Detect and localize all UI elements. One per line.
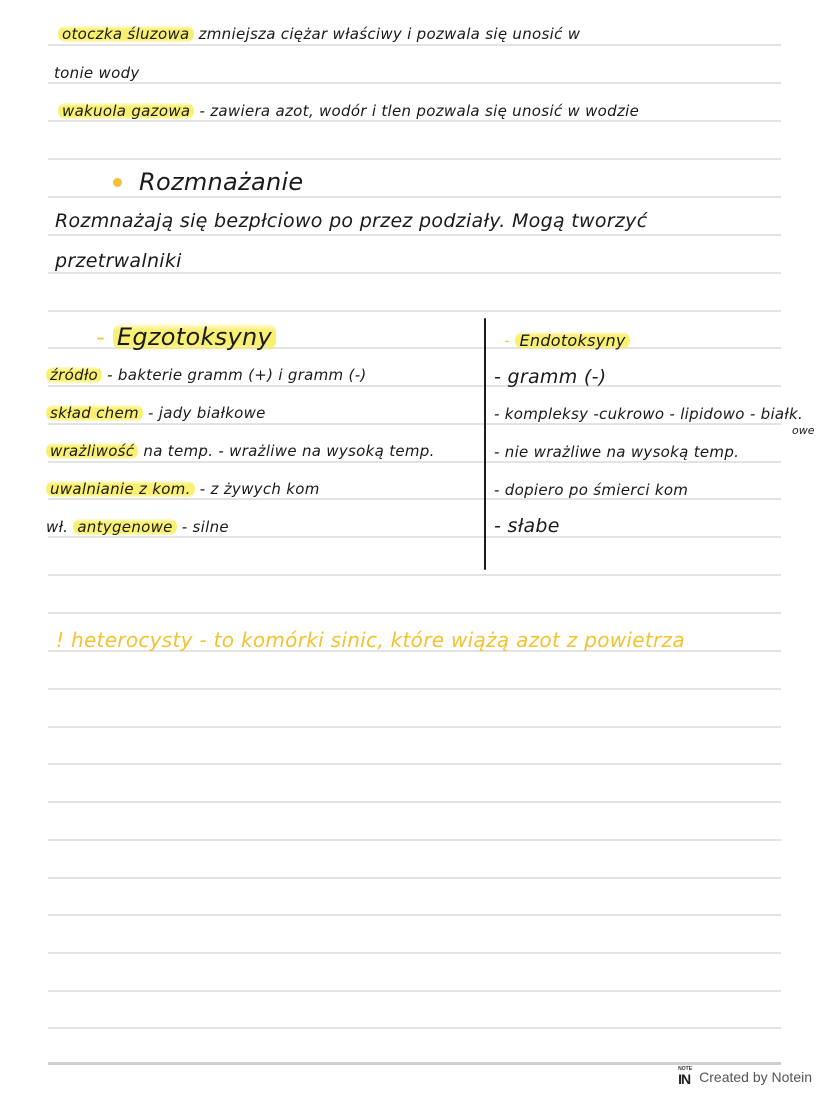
ruled-line bbox=[48, 158, 781, 160]
note-text: tonie wody bbox=[54, 64, 140, 82]
note-line-2 bbox=[54, 64, 140, 82]
note-text: zmniejsza ciężar właściwy i pozwala się unosić w bbox=[193, 25, 581, 43]
ruled-line bbox=[48, 763, 781, 765]
highlight-term: otoczka śluzowa bbox=[58, 25, 194, 43]
right-row-2-suffix: owe bbox=[792, 424, 815, 437]
right-row-2 bbox=[494, 405, 803, 423]
ruled-line bbox=[48, 839, 781, 841]
title-text: Egzotoksyny bbox=[113, 323, 276, 351]
row-value: - bakterie gramm (+) i gramm (-) bbox=[102, 366, 367, 384]
left-row-1 bbox=[46, 366, 367, 384]
paragraph-line-2: przetrwalniki bbox=[55, 250, 182, 272]
ruled-line bbox=[48, 574, 781, 576]
row-text: - kompleksy -cukrowo - lipidowo - białk. bbox=[494, 405, 804, 423]
left-row-2 bbox=[46, 404, 266, 422]
ruled-line bbox=[48, 461, 781, 463]
notein-logo-icon: NOTE IN bbox=[678, 1066, 693, 1087]
ruled-line-bottom bbox=[48, 1062, 781, 1065]
row-label: źródło bbox=[46, 366, 102, 384]
ruled-line bbox=[48, 385, 781, 387]
row-label: antygenowe bbox=[73, 518, 176, 536]
yellow-note: ! heterocysty - to komórki sinic, które wiążą azot z powietrza bbox=[56, 628, 685, 652]
right-row-4: - dopiero po śmierci kom bbox=[494, 481, 689, 499]
row-label: wrażliwość bbox=[46, 442, 138, 460]
note-line-1 bbox=[58, 25, 580, 43]
ruled-line bbox=[48, 536, 781, 538]
section-heading: Rozmnażanie bbox=[139, 168, 304, 196]
footer-label: Created by Notein bbox=[699, 1069, 812, 1085]
row-value: na temp. - wrażliwe na wysoką temp. bbox=[138, 442, 435, 460]
row-value: - jady białkowe bbox=[142, 404, 266, 422]
ruled-line bbox=[48, 801, 781, 803]
footer-watermark bbox=[678, 1068, 812, 1086]
ruled-line bbox=[48, 120, 781, 122]
ruled-line bbox=[48, 877, 781, 879]
row-value: - z żywych kom bbox=[194, 480, 320, 498]
ruled-line bbox=[48, 688, 781, 690]
dash-mark: - bbox=[96, 323, 105, 351]
ruled-line bbox=[48, 196, 781, 198]
highlight-term: wakuola gazowa bbox=[58, 102, 194, 120]
ruled-line bbox=[48, 990, 781, 992]
row-label-prefix: wł. bbox=[46, 518, 74, 536]
note-line-3 bbox=[58, 102, 639, 120]
ruled-line bbox=[48, 726, 781, 728]
note-text: - zawiera azot, wodór i tlen pozwala się unosić w wodzie bbox=[194, 102, 640, 120]
column-divider bbox=[484, 318, 486, 570]
row-label: skład chem bbox=[46, 404, 143, 422]
right-row-3: - nie wrażliwe na wysoką temp. bbox=[494, 443, 740, 461]
ruled-line bbox=[48, 1027, 781, 1029]
ruled-line bbox=[48, 272, 781, 274]
right-column-title bbox=[504, 331, 630, 350]
left-row-3 bbox=[46, 442, 435, 460]
paragraph-line-1: Rozmnażają się bezpłciowo po przez podziały. Mogą tworzyć bbox=[55, 210, 648, 232]
right-row-1: - gramm (-) bbox=[494, 366, 607, 388]
ruled-line bbox=[48, 952, 781, 954]
title-text: Endotoksyny bbox=[515, 331, 629, 350]
ruled-line bbox=[48, 82, 781, 84]
bullet-icon bbox=[113, 178, 122, 187]
ruled-line bbox=[48, 423, 781, 425]
row-value: - silne bbox=[176, 518, 229, 536]
ruled-line bbox=[48, 44, 781, 46]
right-row-5: - słabe bbox=[494, 515, 560, 537]
dash-mark: - bbox=[504, 331, 511, 350]
ruled-line bbox=[48, 234, 781, 236]
row-label: uwalnianie z kom. bbox=[46, 480, 195, 498]
left-row-4 bbox=[46, 480, 320, 498]
ruled-line bbox=[48, 914, 781, 916]
ruled-line bbox=[48, 612, 781, 614]
ruled-line bbox=[48, 310, 781, 312]
left-row-5 bbox=[46, 518, 229, 536]
left-column-title bbox=[96, 323, 276, 351]
